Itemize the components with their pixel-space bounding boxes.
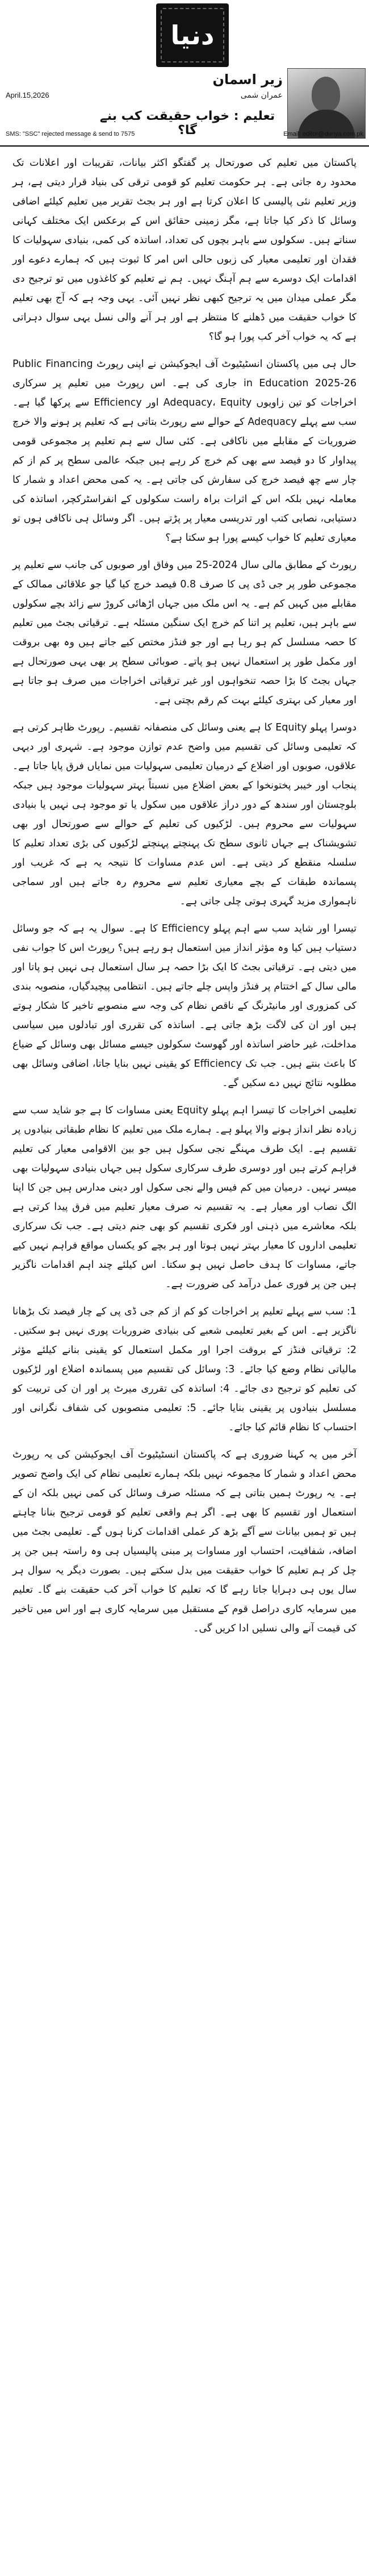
sms-info: SMS: "SSC" rejected message & send to 7575	[6, 131, 135, 137]
author-photo-head	[312, 77, 340, 112]
paragraph-8: آخر میں یہ کہنا ضروری ہے کہ پاکستان انسٹیٹیوٹ آف ایجوکیشن کی یہ رپورٹ محض اعداد و شمار کا مجموعہ نہیں بلکہ ہمارے تعلیمی نظام کی ایک واضح تصویر ہے۔ یہ رپورٹ ہمیں بتاتی ہے کہ مسئلہ صرف وسائل کی کمی نہیں بلکہ ان کے استعمال اور تقسیم کا بھی ہے۔ اگر ہم واقعی تعلیم کو قومی ترجیح بنانا چاہتے ہیں تو ہمیں بیانات سے آگے بڑھ کر عملی اقدامات کرنا ہوں گے۔ تعلیمی بجٹ میں اضافہ، شفافیت، احتساب اور مساوات پر مبنی پالیسیاں ہی وہ راستہ ہیں جن پر چل کر ہم تعلیم کا خواب حقیقت میں بدل سکتے ہیں۔ بصورت دیگر یہ سوال ہر سال یوں ہی دہرایا جاتا رہے گا کہ تعلیم کا خواب آخر کب حقیقت بنے گا۔ تعلیم میں سرمایہ کاری دراصل قوم کے مستقبل میں سرمایہ کاری ہے اور اس میں تاخیر کی قیمت آنے والی نسلیں ادا کریں گی۔	[12, 1449, 357, 1634]
article-title: تعلیم : خواب حقیقت کب بنے گا؟	[99, 109, 275, 137]
paragraph-5: تیسرا اور شاید سب سے اہم پہلو Efficiency کا ہے۔ سوال یہ ہے کہ جو وسائل دستیاب ہیں کیا وہ مؤثر انداز میں استعمال ہو رہے ہیں؟ رپورٹ اس کا جواب نفی میں دیتی ہے۔ ترقیاتی بجٹ کا ایک بڑا حصہ ہر سال استعمال ہی نہیں ہو پاتا اور مالی سال کے اختتام پر فنڈز واپس چلے جاتے ہیں۔ انتظامی پیچیدگیاں، منصوبہ بندی کی کمزوری اور مانیٹرنگ کے ناقص نظام کی وجہ سے منصوبے تاخیر کا شکار ہوتے ہیں اور ان کی لاگت بڑھ جاتی ہے۔ اساتذہ کی تقرری اور تبادلوں میں سیاسی مداخلت، غیر حاضر اساتذہ اور گھوسٹ سکولوں جیسے مسائل بھی وسائل کے ضیاع کا باعث بنتے ہیں۔ جب تک Efficiency کو یقینی نہیں بنایا جاتا، اضافی وسائل بھی مطلوبہ نتائج نہیں دے سکیں گے۔	[12, 923, 357, 1089]
paragraph-3: رپورٹ کے مطابق مالی سال 2024-25 میں وفاق اور صوبوں کی جانب سے تعلیم پر مجموعی طور پر جی ڈی پی کا صرف 0.8 فیصد خرچ کیا گیا جو علاقائی ممالک کے مقابلے میں کہیں کم ہے۔ یہ اس ملک میں جہاں اڑھائی کروڑ سے زائد بچے سکولوں سے باہر ہیں، تعلیم پر اتنا کم خرچ ایک سنگین مسئلہ ہے۔ ترقیاتی بجٹ میں تعلیم کا حصہ مسلسل کم ہو رہا ہے اور جو فنڈز مختص کیے جاتے ہیں وہ بھی بروقت اور مکمل طور پر استعمال نہیں ہو پاتے۔ صوبائی سطح پر بھی یہی صورتحال ہے جہاں بجٹ کا بڑا حصہ تنخواہوں اور غیر ترقیاتی اخراجات میں صرف ہو جاتا ہے اور معیار کی بہتری کیلئے بہت کم رقم بچتی ہے۔	[12, 560, 357, 706]
paragraph-7: 1: سب سے پہلے تعلیم پر اخراجات کو کم از کم جی ڈی پی کے چار فیصد تک بڑھانا ناگزیر ہے۔ اس کے بغیر تعلیمی شعبے کی بنیادی ضروریات پوری نہیں ہو سکتیں۔ 2: ترقیاتی فنڈز کے بروقت اجرا اور مکمل استعمال کو یقینی بنانے کیلئے مؤثر مالیاتی نظام وضع کیا جائے۔ 3: وسائل کی تقسیم میں پسماندہ اضلاع اور لڑکیوں کی تعلیم کو ترجیح دی جائے۔ 4: اساتذہ کی تقرری میرٹ پر اور ان کی تربیت کو مسلسل بنیادوں پر یقینی بنایا جائے۔ 5: تعلیمی منصوبوں کی شفاف نگرانی اور احتساب کا نظام قائم کیا جائے۔	[12, 1306, 357, 1433]
publish-date: April.15,2026	[6, 91, 49, 99]
newspaper-logo: دنیا	[156, 3, 229, 67]
author-name: زیر اسمان	[212, 72, 283, 87]
paragraph-4: دوسرا پہلو Equity کا ہے یعنی وسائل کی منصفانہ تقسیم۔ رپورٹ ظاہر کرتی ہے کہ تعلیمی وسائل کی تقسیم میں واضح عدم توازن موجود ہے۔ شہری اور دیہی علاقوں، صوبوں اور اضلاع کے درمیان تعلیمی سہولیات میں نمایاں فرق پایا جاتا ہے۔ پنجاب اور خیبر پختونخوا کے بعض اضلاع میں نسبتاً بہتر سہولیات موجود ہیں جبکہ بلوچستان اور سندھ کے دور دراز علاقوں میں سکول یا تو موجود ہی نہیں یا بنیادی سہولیات سے محروم ہیں۔ لڑکیوں کی تعلیم کے حوالے سے صورتحال اور بھی تشویشناک ہے جہاں ثانوی سطح تک پہنچتے پہنچتے لڑکیوں کی بڑی تعداد تعلیم کا سلسلہ منقطع کر دیتی ہے۔ اس عدم مساوات کا نتیجہ یہ ہے کہ غریب اور پسماندہ طبقات کے بچے معیاری تعلیم سے محروم رہ جاتے ہیں اور سماجی ناہمواری مزید گہری ہوتی چلی جاتی ہے۔	[12, 722, 357, 907]
paragraph-1: پاکستان میں تعلیم کی صورتحال پر گفتگو اکثر بیانات، تقریبات اور اعلانات تک محدود رہ جاتی ہے۔ ہر حکومت تعلیم کو قومی ترقی کی بنیاد قرار دیتی ہے، ہر وزیر تعلیم نئی پالیسی کا اعلان کرتا ہے اور ہر بجٹ تقریر میں تعلیم کیلئے اضافی وسائل کا ذکر کیا جاتا ہے، مگر زمینی حقائق اس کے برعکس ایک مختلف کہانی سناتے ہیں۔ سکولوں سے باہر بچوں کی تعداد، اساتذہ کی کمی، بنیادی سہولیات کا فقدان اور تعلیمی معیار کی زبوں حالی اس امر کا ثبوت ہیں کہ ہمارے دعوے اور اقدامات ایک دوسرے سے ہم آہنگ نہیں۔ ہم نے تعلیم کو کاغذوں میں تو ترجیح دی مگر عملی میدان میں یہ ترجیح کبھی نظر نہیں آئی۔ یہی وجہ ہے کہ آج بھی تعلیم کا خواب حقیقت میں ڈھلنے کا منتظر ہے اور ہر آنے والی نسل یہی سوال دہراتی ہے کہ یہ خواب آخر کب پورا ہو گا؟	[12, 157, 357, 343]
column-header	[0, 0, 369, 147]
author-role: عمران شمی	[240, 91, 283, 100]
paragraph-2: حال ہی میں پاکستان انسٹیٹیوٹ آف ایجوکیشن نے اپنی رپورٹ Public Financing in Education 2025-26 جاری کی ہے۔ اس رپورٹ میں تعلیم پر سرکاری اخراجات کو تین زاویوں Adequacy، Equity اور Efficiency سے پرکھا گیا ہے۔ سب سے پہلے Adequacy کے حوالے سے رپورٹ بتاتی ہے کہ تعلیم پر ہونے والا خرچ ضروریات کے مقابلے میں ناکافی ہے۔ کئی سال سے ہم تعلیم پر مجموعی قومی پیداوار کا دو فیصد سے بھی کم خرچ کر رہے ہیں جبکہ عالمی سطح پر کم از کم چار سے چھ فیصد خرچ کی سفارش کی جاتی ہے۔ یہ کمی محض اعداد و شمار کا معاملہ نہیں بلکہ اس کے اثرات براہ راست سکولوں کے انفراسٹرکچر، اساتذہ کی دستیابی، نصابی کتب اور تدریسی معیار پر پڑتے ہیں۔ اگر وسائل ہی ناکافی ہوں تو معیاری تعلیم کا خواب کیسے پورا ہو سکتا ہے؟	[12, 358, 357, 544]
paragraph-6: تعلیمی اخراجات کا تیسرا اہم پہلو Equity یعنی مساوات کا ہے جو شاید سب سے زیادہ نظر انداز ہونے والا پہلو ہے۔ ہمارے ملک میں تعلیم کا نظام طبقاتی بنیادوں پر تقسیم ہے۔ ایک طرف مہنگے نجی سکول ہیں جو بین الاقوامی معیار کی تعلیم فراہم کرتے ہیں اور دوسری طرف سرکاری سکول ہیں جہاں بنیادی سہولیات بھی میسر نہیں۔ درمیان میں کم فیس والے نجی سکول اور دینی مدارس ہیں جن کا اپنا الگ نصاب اور معیار ہے۔ یہ تقسیم نہ صرف معیار تعلیم میں فرق پیدا کرتی ہے بلکہ معاشرے میں ذہنی اور فکری تقسیم کو بھی جنم دیتی ہے۔ جب تک سرکاری تعلیمی اداروں کا معیار بہتر نہیں ہوتا اور ہر بچے کو یکساں مواقع فراہم نہیں کیے جاتے، مساوات کا ہدف حاصل نہیں ہو سکتا۔ اس کیلئے چند اہم اقدامات ناگزیر ہیں جن پر فوری عمل درآمد کی ضرورت ہے۔	[12, 1105, 357, 1290]
contact-bar	[0, 128, 369, 140]
article-body	[0, 147, 369, 1638]
email-info: Email: editor@dunya.com.pk	[283, 131, 363, 137]
